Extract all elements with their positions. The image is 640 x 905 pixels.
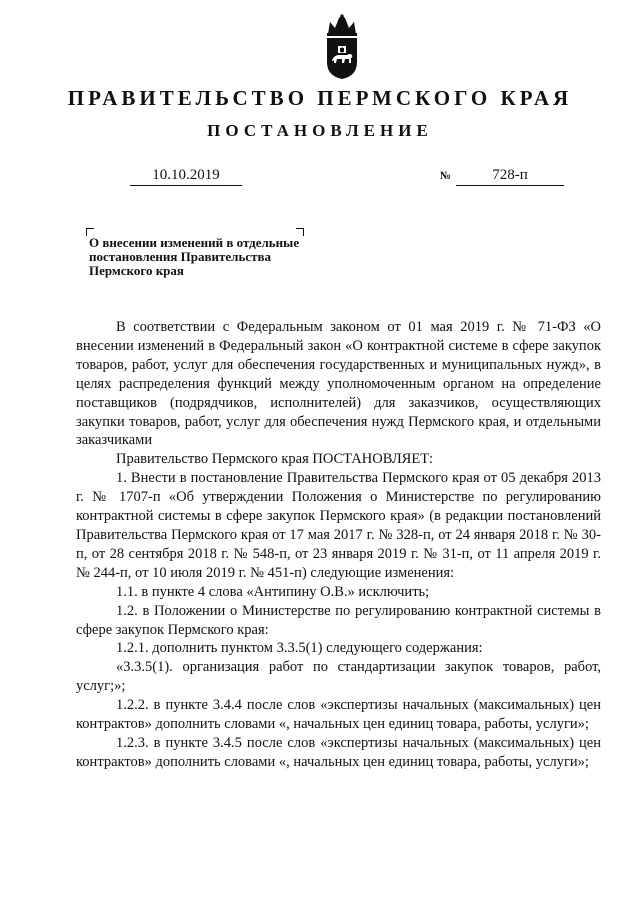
clause-1-2-2: 1.2.2. в пункте 3.4.4 после слов «экспертизы начальных (максимальных) цен контрактов» дополнить словами «, начальных цен единиц товара, работы, услуги»;: [76, 697, 601, 733]
clause-1-2: 1.2. в Положении о Министерстве по регулированию контрактной системы в сфере закупок Пермского края:: [76, 602, 601, 638]
subject-line: Пермского края: [89, 263, 184, 278]
document-body: [76, 318, 601, 772]
document-date: 10.10.2019: [130, 165, 242, 186]
coat-of-arms-icon: [319, 14, 365, 80]
government-title: ПРАВИТЕЛЬСТВО ПЕРМСКОГО КРАЯ: [67, 86, 573, 110]
subject-line: О внесении изменений в отдельные: [89, 235, 300, 250]
clause-quote: «3.3.5(1). организация работ по стандартизации закупок товаров, работ, услуг;»;: [76, 659, 601, 695]
clause-1-2-3: 1.2.3. в пункте 3.4.5 после слов «экспертизы начальных (максимальных) цен контрактов» дополнить словами «, начальных цен единиц товара, работы, услуги»;: [76, 734, 601, 770]
document-number: 728-п: [456, 165, 564, 186]
number-sign: №: [440, 170, 452, 182]
clause-1-1: 1.1. в пункте 4 слова «Антипину О.В.» исключить;: [116, 583, 430, 600]
subject-line: постановления Правительства: [89, 249, 271, 264]
document-type: ПОСТАНОВЛЕНИЕ: [207, 121, 433, 140]
document-subject: [89, 236, 349, 278]
resolution-paragraph: Правительство Пермского края ПОСТАНОВЛЯЕТ:: [116, 451, 434, 468]
clause-1: 1. Внести в постановление Правительства Пермского края от 05 декабря 2013 г. № 1707-п «Об утверждении Положения о Министерстве по регулированию контрактной системы в сфере закупок Пермского края» (в редакции постановлений Правительства Пермского края от 17 мая 2017 г. № 328-п, от 24 января 2018 г. № 30-п, от 28 сентября 2018 г. № 548-п, от 23 января 2019 г. № 31-п, от 11 апреля 2019 г. № 244-п, от 10 июля 2019 г. № 451-п) следующие изменения:: [76, 470, 601, 581]
preamble-paragraph: В соответствии с Федеральным законом от 01 мая 2019 г. № 71-ФЗ «О внесении изменений в Федеральный закон «О контрактной системе в сфере закупок товаров, работ, услуг для обеспечения государственных и муниципальных нужд», в целях распределения функций между уполномоченным органом на определение поставщиков (подрядчиков, исполнителей) для заказчиков, осуществляющих закупки товаров, работ, услуг для обеспечения нужд Пермского края, и отдельными заказчиками: [76, 319, 601, 449]
clause-1-2-1: 1.2.1. дополнить пунктом 3.3.5(1) следующего содержания:: [116, 640, 483, 657]
